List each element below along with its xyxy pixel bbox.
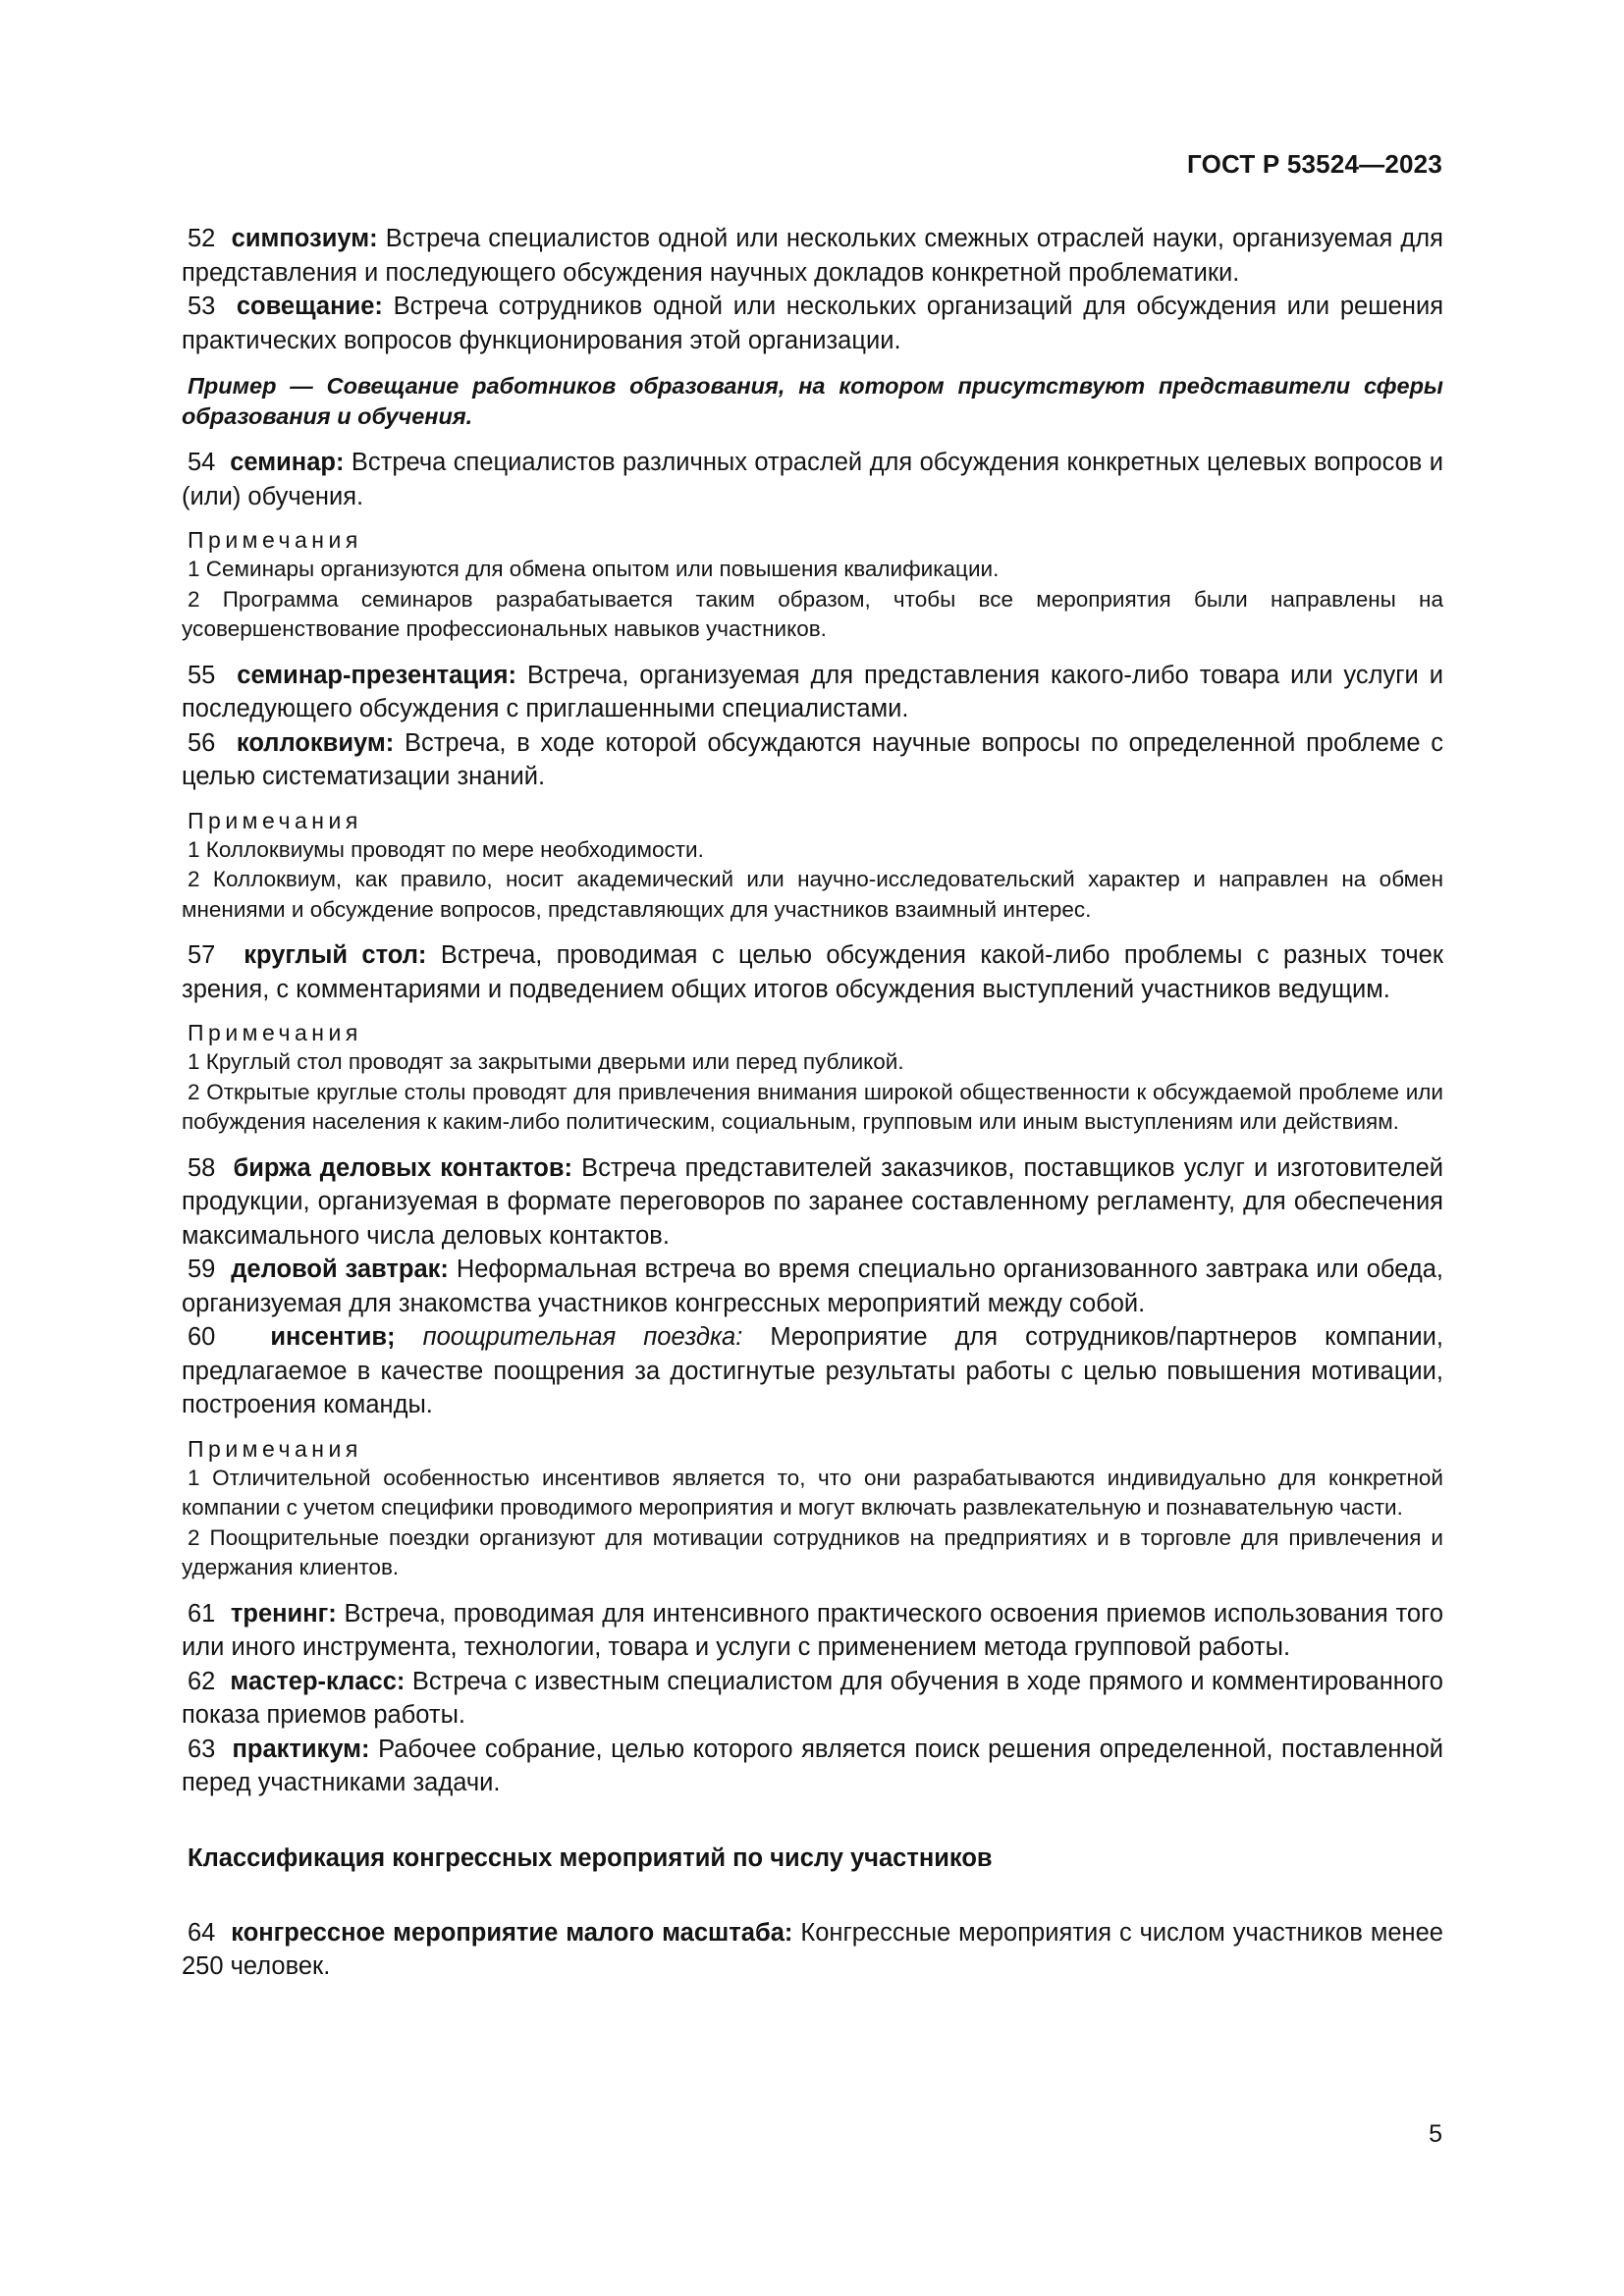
term-synonym: поощрительная поездка:	[422, 1323, 743, 1351]
term-entry-56: 56 коллоквиум: Встреча, в ходе которой обсуждаются научные вопросы по определенной проблеме с целью систематизации знаний.	[182, 728, 1443, 790]
note-item: 1 Круглый стол проводят за закрытыми дверьми или перед публикой.	[188, 1049, 904, 1074]
notes-label: Примечания	[188, 527, 362, 553]
term-entry-64: 64 конгрессное мероприятие малого масштаба: Конгрессные мероприятия с числом участников менее 250 человек.	[182, 1918, 1443, 1980]
term-entry-55: 55 семинар-презентация: Встреча, организуемая для представления какого-либо товара или услуги и последующего обсуждения с приглашенными специалистами.	[182, 661, 1443, 722]
term-entry-61: 61 тренинг: Встреча, проводимая для интенсивного практического освоения приемов использования того или иного инструмента, технологии, товара и услуги с применением метода групповой работы.	[182, 1599, 1443, 1661]
term-entry-58: 58 биржа деловых контактов: Встреча представителей заказчиков, поставщиков услуг и изготовителей продукции, организуемая в формате переговоров по заранее составленному регламенту, для обеспечения максимального числа деловых контактов.	[182, 1153, 1443, 1250]
term-entry-62: 62 мастер-класс: Встреча с известным специалистом для обучения в ходе прямого и комментированного показа приемов работы.	[182, 1667, 1443, 1729]
term-name: круглый стол:	[244, 941, 427, 969]
term-name: практикум:	[232, 1735, 370, 1763]
term-entry-54: 54 семинар: Встреча специалистов различных отраслей для обсуждения конкретных целевых вопросов и (или) обучения.	[182, 449, 1444, 510]
notes-label: Примечания	[188, 1435, 362, 1462]
term-name: инсентив;	[270, 1323, 396, 1351]
notes-block	[182, 1018, 1443, 1138]
term-name: коллоквиум:	[236, 728, 395, 757]
term-name: совещание:	[236, 293, 383, 320]
term-name: семинар-презентация:	[237, 661, 516, 689]
term-name: мастер-класс:	[230, 1667, 406, 1695]
page-number: 5	[1429, 2120, 1442, 2148]
notes-block	[182, 525, 1443, 645]
term-entry-60: 60 инсентив; поощрительная поездка: Мероприятие для сотрудников/партнеров компании, предлагаемое в качестве поощрения за достигнутые результаты работы с целью повышения мотивации, построения команды.	[182, 1323, 1443, 1418]
document-body	[182, 222, 1443, 1984]
example-text: Пример — Совещание работников образования, на котором присутствуют представители сферы образования и обучения.	[182, 373, 1443, 429]
term-name: тренинг:	[230, 1599, 337, 1628]
term-name: биржа деловых контактов:	[233, 1153, 573, 1182]
term-entry-52: 52 симпозиум: Встреча специалистов одной или нескольких смежных отраслей науки, организуемая для представления и последующего обсуждения научных докладов конкретной проблематики.	[182, 225, 1443, 287]
document-header: ГОСТ Р 53524—2023	[1187, 149, 1442, 179]
notes-block	[182, 1434, 1443, 1583]
term-entry-59: 59 деловой завтрак: Неформальная встреча во время специально организованного завтрака или обеда, организуемая для знакомства участников конгрессных мероприятий между собой.	[182, 1255, 1443, 1317]
term-entry-53: 53 совещание: Встреча сотрудников одной или нескольких организаций для обсуждения или решения практических вопросов функционирования этой организации.	[182, 293, 1443, 354]
term-name: семинар:	[230, 449, 345, 476]
term-name: деловой завтрак:	[231, 1255, 449, 1283]
note-item: 2 Коллоквиум, как правило, носит академический или научно-исследовательский характер и направлен на обмен мнениями и обсуждение вопросов, представляющих для участников взаимный интерес.	[182, 867, 1443, 922]
term-entry-57: 57 круглый стол: Встреча, проводимая с целью обсуждения какой-либо проблемы с разных точек зрения, с комментариями и подведением общих итогов обсуждения выступлений участников ведущим.	[182, 941, 1444, 1003]
note-item: 2 Поощрительные поездки организуют для мотивации сотрудников на предприятиях и в торговле для привлечения и удержания клиентов.	[182, 1524, 1443, 1579]
note-item: 1 Коллоквиумы проводят по мере необходимости.	[188, 836, 704, 862]
term-name: конгрессное мероприятие малого масштаба:	[231, 1918, 793, 1947]
note-item: 2 Программа семинаров разрабатывается таким образом, чтобы все мероприятия были направлены на усовершенствование профессиональных навыков участников.	[182, 586, 1443, 641]
section-heading: Классификация конгрессных мероприятий по числу участников	[188, 1843, 993, 1872]
note-item: 1 Семинары организуются для обмена опытом или повышения квалификации.	[188, 557, 1000, 581]
note-item: 1 Отличительной особенностью инсентивов является то, что они разрабатываются индивидуально для конкретной компании с учетом специфики проводимого мероприятия и могут включать развлекательную и познавательную части.	[182, 1465, 1443, 1520]
term-name: симпозиум:	[231, 225, 378, 252]
notes-label: Примечания	[188, 1020, 362, 1045]
term-entry-63: 63 практикум: Рабочее собрание, целью которого является поиск решения определенной, поставленной перед участниками задачи.	[182, 1735, 1443, 1796]
notes-block	[182, 806, 1443, 926]
note-item: 2 Открытые круглые столы проводят для привлечения внимания широкой общественности к обсуждаемой проблеме или побуждения населения к каким-либо политическим, социальным, групповым или иным выступлениям или действиям.	[182, 1079, 1443, 1134]
notes-label: Примечания	[188, 807, 362, 833]
